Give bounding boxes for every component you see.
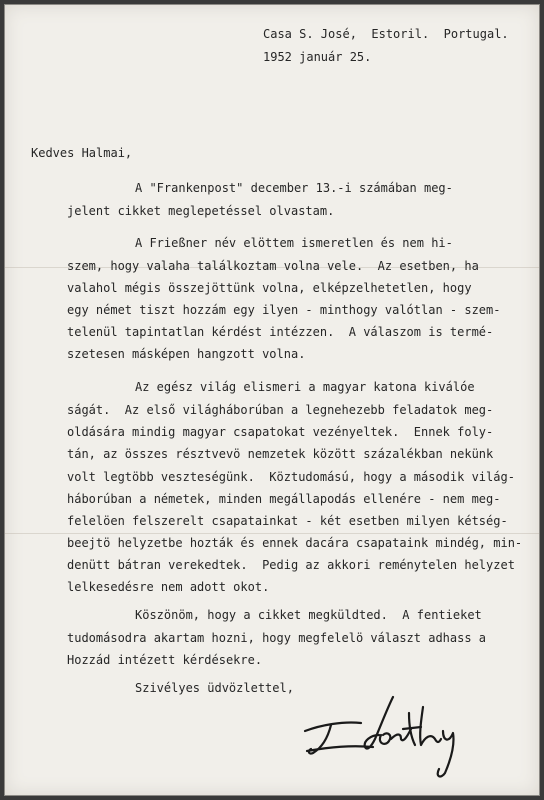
paragraph-line: tán, az összes résztvevö nemzetek között százalékban nekünk [67,447,494,461]
paragraph-line: felelöen felszerelt csapatainkat - két esetben milyen kétség- [67,514,508,528]
paragraph-line: ságát. Az első világháborúban a legnehezebb feladatok meg- [67,403,494,417]
paragraph-line: egy német tiszt hozzám egy ilyen - minthogy valótlan - szem- [67,303,501,317]
paragraph-line: szem, hogy valaha találkoztam volna vele. Az esetben, ha [67,259,479,273]
paragraph-line: telenül tapintatlan kérdést intézzen. A válaszom is termé- [67,325,494,339]
paragraph-line: denütt bátran verekedtek. Pedig az akkori reménytelen helyzet [67,558,515,572]
paragraph-line: A Frießner név elöttem ismeretlen és nem hi- [135,236,453,250]
letter-salutation: Kedves Halmai, [31,146,133,160]
paragraph-line: lelkesedésre nem adott okot. [67,580,270,594]
paragraph-line: Hozzád intézett kérdésekre. [67,653,263,667]
paragraph-line: oldására mindig magyar csapatokat vezényeltek. Ennek foly- [67,425,494,439]
paragraph-line: tudomásodra akartam hozni, hogy megfelelö választ adhass a [67,631,487,645]
paragraph-line: szetesen másképen hangzott volna. [67,347,306,361]
letter-page [4,4,540,796]
paragraph-line: beejtö helyzetbe hozták és ennek dacára csapataink mindég, min- [67,536,523,550]
handwritten-signature [301,689,481,781]
paragraph-line: volt legtöbb veszteségünk. Köztudomású, hogy a második világ- [67,470,515,484]
paragraph-line: valahol mégis összejöttünk volna, elképzelhetetlen, hogy [67,281,472,295]
paragraph-line: háborúban a németek, minden megállapodás ellenére - nem meg- [67,492,501,506]
paragraph-line: A "Frankenpost" december 13.-i számában meg- [135,181,453,195]
paragraph-line: Köszönöm, hogy a cikket megküldted. A fentieket [135,608,482,622]
paper-fold-line [5,533,539,534]
letter-date: 1952 január 25. [263,50,372,64]
letter-location: Casa S. José, Estoril. Portugal. [263,27,509,41]
paragraph-line: jelent cikket meglepetéssel olvastam. [67,204,335,218]
letter-closing: Szivélyes üdvözlettel, [135,681,294,695]
paragraph-line: Az egész világ elismeri a magyar katona kiválóe [135,380,475,394]
